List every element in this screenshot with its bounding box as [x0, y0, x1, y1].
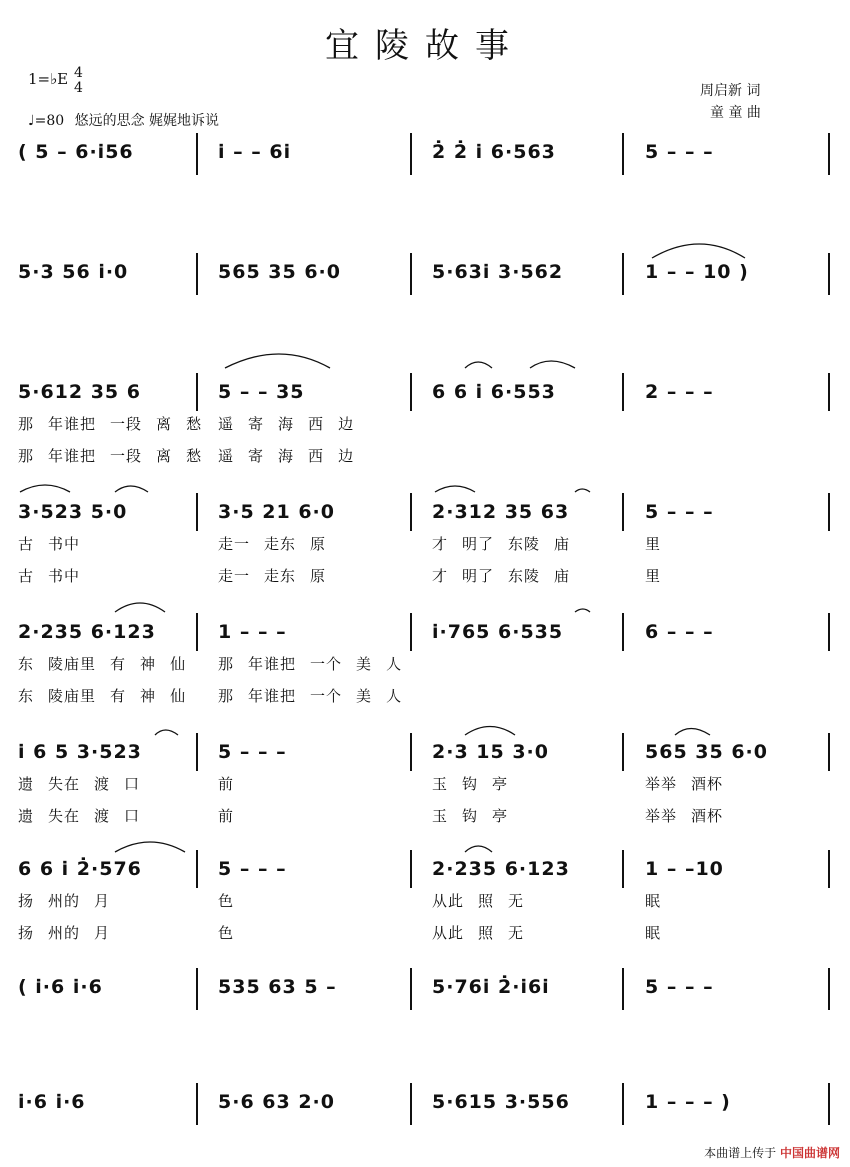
lyric-group — [18, 653, 200, 674]
lyric-word: 眠 — [645, 892, 662, 910]
lyric-word: 渡 — [94, 807, 111, 825]
lyric-group — [18, 890, 124, 911]
lyric-word: 钩 — [462, 775, 479, 793]
lyric-word: 失在 — [48, 807, 81, 825]
lyric-word: 走东 — [264, 535, 297, 553]
lyric-word: 无 — [508, 892, 525, 910]
lyric-word: 年谁把 — [48, 415, 97, 433]
lyric-word: 遥 — [218, 415, 235, 433]
slur — [575, 489, 590, 492]
lyric-group — [218, 565, 340, 586]
lyricist-credit: 周启新 词 — [700, 83, 761, 99]
lyric-group — [18, 922, 124, 943]
lyric-word: 愁 — [186, 415, 203, 433]
tempo-marking: ♩=80 — [28, 113, 65, 129]
lyric-word: 色 — [218, 892, 235, 910]
measure: 6 6 i̇ 6·553 — [432, 381, 556, 403]
lyric-word: 才 — [432, 567, 449, 585]
lyric-word: 无 — [508, 924, 525, 942]
barline — [410, 968, 412, 1010]
lyric-word: 海 — [278, 415, 295, 433]
barline — [622, 968, 624, 1010]
lyric-group — [18, 685, 200, 706]
lyric-word: 酒杯 — [691, 807, 724, 825]
lyric-word: 神 — [140, 655, 157, 673]
lyric-word: 古 — [18, 567, 35, 585]
lyric-word: 遗 — [18, 807, 35, 825]
lyric-word: 举举 — [645, 775, 678, 793]
lyric-word: 口 — [124, 775, 141, 793]
song-title: 宜陵故事 — [325, 26, 525, 66]
slur — [465, 727, 515, 736]
lyric-word: 那 — [18, 415, 35, 433]
lyric-word: 有 — [110, 687, 127, 705]
barline — [828, 253, 830, 295]
lyric-word: 从此 — [432, 892, 465, 910]
lyric-group — [18, 533, 94, 554]
measure: i̇ – – 6i̇ — [218, 141, 292, 163]
lyric-group — [432, 890, 538, 911]
lyric-word: 年谁把 — [248, 655, 297, 673]
lyric-word: 美 — [356, 687, 373, 705]
expression-text: 悠远的思念 娓娓地诉说 — [74, 113, 220, 129]
lyric-word: 前 — [218, 775, 235, 793]
lyric-group — [218, 685, 416, 706]
lyric-word: 寄 — [248, 447, 265, 465]
lyric-group — [645, 805, 737, 826]
barline — [410, 373, 412, 411]
lyric-group — [432, 565, 584, 586]
lyric-word: 扬 — [18, 892, 35, 910]
measure: 2·312 35 63 — [432, 501, 570, 523]
lyric-word: 扬 — [18, 924, 35, 942]
measure: i̇ 6 5 3·523 — [18, 741, 142, 763]
measure: 5·615 3·556 — [432, 1091, 570, 1113]
lyric-word: 口 — [124, 807, 141, 825]
lyric-word: 酒杯 — [691, 775, 724, 793]
slur — [155, 730, 178, 735]
time-signature-bottom: 4 — [74, 80, 83, 96]
measure: 565 35 6·0 — [645, 741, 768, 763]
barline — [410, 253, 412, 295]
measure: 5 – – – — [645, 976, 714, 998]
lyric-word: 一段 — [110, 415, 143, 433]
slur — [115, 603, 165, 612]
barline — [622, 733, 624, 771]
lyric-word: 那 — [218, 687, 235, 705]
lyric-word: 陵庙里 — [48, 655, 97, 673]
lyric-word: 走东 — [264, 567, 297, 585]
lyric-word: 东陵 — [508, 535, 541, 553]
measure: 3·5 21 6·0 — [218, 501, 335, 523]
lyric-group — [218, 922, 248, 943]
lyric-word: 美 — [356, 655, 373, 673]
lyric-group — [432, 773, 522, 794]
lyric-word: 一个 — [310, 687, 343, 705]
footer-site[interactable]: 中国曲谱网 — [779, 1146, 840, 1160]
lyric-word: 书中 — [48, 535, 81, 553]
slur — [115, 486, 148, 492]
lyric-word: 东陵 — [508, 567, 541, 585]
lyric-group — [645, 565, 675, 586]
measure: 6 – – – — [645, 621, 714, 643]
slur — [435, 486, 475, 492]
barline — [828, 1083, 830, 1125]
lyric-group — [218, 890, 248, 911]
lyric-group — [645, 533, 675, 554]
slur — [225, 354, 330, 368]
lyric-word: 海 — [278, 447, 295, 465]
lyric-group — [645, 922, 675, 943]
measure: 5·3 56 i̇·0 — [18, 261, 129, 283]
measure: 565 35 6·0 — [218, 261, 341, 283]
measure: 2 – – – — [645, 381, 714, 403]
measure: i̇·6 i̇·6 — [18, 1091, 86, 1113]
barline — [828, 373, 830, 411]
barline — [622, 253, 624, 295]
lyric-word: 人 — [386, 687, 403, 705]
barline — [622, 493, 624, 531]
lyric-group — [18, 413, 216, 434]
footer-prefix: 本曲谱上传于 — [704, 1146, 777, 1160]
lyric-word: 失在 — [48, 775, 81, 793]
measure: 5·63i̇ 3·562 — [432, 261, 564, 283]
lyric-word: 才 — [432, 535, 449, 553]
lyric-group — [645, 773, 737, 794]
lyric-word: 仙 — [170, 687, 187, 705]
lyric-word: 走一 — [218, 535, 251, 553]
barline — [410, 850, 412, 888]
lyric-word: 陵庙里 — [48, 687, 97, 705]
lyric-word: 庙 — [554, 567, 571, 585]
time-signature-top: 4 — [74, 65, 83, 81]
barline — [196, 253, 198, 295]
barline — [196, 133, 198, 175]
lyric-group — [18, 805, 154, 826]
lyric-group — [18, 773, 154, 794]
slur — [652, 244, 745, 258]
composer-credit: 童 童 曲 — [710, 105, 761, 121]
lyric-word: 照 — [478, 924, 495, 942]
lyric-group — [218, 773, 248, 794]
measure: 5 – – – — [645, 141, 714, 163]
slur — [465, 846, 492, 852]
lyric-word: 神 — [140, 687, 157, 705]
lyric-word: 遗 — [18, 775, 35, 793]
measure: 5·6 63 2·0 — [218, 1091, 335, 1113]
barline — [622, 133, 624, 175]
barline — [622, 1083, 624, 1125]
measure: 2̇ 2̇ i̇ 6·563 — [432, 141, 556, 163]
barline — [622, 373, 624, 411]
lyric-word: 离 — [156, 415, 173, 433]
lyric-word: 钩 — [462, 807, 479, 825]
lyric-word: 仙 — [170, 655, 187, 673]
measure: 1 – – – — [218, 621, 287, 643]
lyric-word: 里 — [645, 535, 662, 553]
barline — [196, 850, 198, 888]
lyric-word: 玉 — [432, 775, 449, 793]
lyric-word: 边 — [338, 415, 355, 433]
barline — [410, 133, 412, 175]
lyric-word: 愁 — [186, 447, 203, 465]
lyric-word: 玉 — [432, 807, 449, 825]
measure: 5·76i̇ 2̇·i̇6i̇ — [432, 976, 550, 998]
time-signature — [74, 66, 83, 96]
slur — [115, 842, 185, 852]
measure: 2·235 6·123 — [18, 621, 156, 643]
barline — [196, 733, 198, 771]
lyric-word: 亭 — [492, 807, 509, 825]
slur — [530, 361, 575, 368]
tempo-line — [28, 110, 219, 130]
lyric-word: 一段 — [110, 447, 143, 465]
lyric-word: 前 — [218, 807, 235, 825]
measure: 1 – –10 — [645, 858, 724, 880]
lyric-word: 举举 — [645, 807, 678, 825]
slur — [20, 485, 70, 492]
measure: 5 – – – — [218, 858, 287, 880]
lyric-word: 原 — [310, 535, 327, 553]
lyric-group — [18, 565, 94, 586]
measure: 1 – – – ) — [645, 1091, 731, 1113]
measure: 5 – – – — [645, 501, 714, 523]
barline — [410, 493, 412, 531]
lyric-word: 年谁把 — [48, 447, 97, 465]
lyric-word: 照 — [478, 892, 495, 910]
lyric-word: 离 — [156, 447, 173, 465]
lyric-word: 亭 — [492, 775, 509, 793]
lyric-word: 书中 — [48, 567, 81, 585]
lyric-group — [218, 653, 416, 674]
lyric-group — [218, 805, 248, 826]
barline — [196, 1083, 198, 1125]
lyric-group — [18, 445, 216, 466]
lyric-word: 西 — [308, 415, 325, 433]
barline — [196, 968, 198, 1010]
lyric-word: 眠 — [645, 924, 662, 942]
barline — [828, 850, 830, 888]
lyric-word: 明了 — [462, 567, 495, 585]
lyric-word: 那 — [218, 655, 235, 673]
barline — [410, 733, 412, 771]
slur — [575, 609, 590, 612]
barline — [196, 373, 198, 411]
lyric-word: 州的 — [48, 924, 81, 942]
lyric-word: 年谁把 — [248, 687, 297, 705]
lyric-word: 走一 — [218, 567, 251, 585]
barline — [622, 850, 624, 888]
measure: 5 – – – — [218, 741, 287, 763]
barline — [622, 613, 624, 651]
barline — [828, 133, 830, 175]
barline — [828, 613, 830, 651]
lyric-group — [218, 413, 368, 434]
lyric-group — [432, 922, 538, 943]
measure: 1 – – 10 ) — [645, 261, 749, 283]
lyric-word: 寄 — [248, 415, 265, 433]
lyric-group — [645, 890, 675, 911]
lyric-word: 明了 — [462, 535, 495, 553]
lyric-word: 东 — [18, 655, 35, 673]
slur — [675, 729, 710, 736]
lyric-word: 东 — [18, 687, 35, 705]
barline — [828, 493, 830, 531]
lyric-group — [218, 445, 368, 466]
lyric-group — [218, 533, 340, 554]
lyric-word: 里 — [645, 567, 662, 585]
lyric-word: 从此 — [432, 924, 465, 942]
measure: 6 6 i̇ 2̇·576 — [18, 858, 142, 880]
barline — [196, 613, 198, 651]
lyric-word: 月 — [94, 892, 111, 910]
lyric-group — [432, 805, 522, 826]
barline — [196, 493, 198, 531]
measure: i̇·765 6·535 — [432, 621, 564, 643]
lyric-word: 州的 — [48, 892, 81, 910]
lyric-word: 古 — [18, 535, 35, 553]
lyric-word: 色 — [218, 924, 235, 942]
measure: 5 – – 35 — [218, 381, 305, 403]
lyric-word: 原 — [310, 567, 327, 585]
barline — [828, 968, 830, 1010]
lyric-word: 人 — [386, 655, 403, 673]
slur — [465, 362, 492, 368]
measure: 3·523 5·0 — [18, 501, 128, 523]
lyric-word: 那 — [18, 447, 35, 465]
lyric-word: 遥 — [218, 447, 235, 465]
lyric-word: 月 — [94, 924, 111, 942]
key-signature: 1=♭E — [28, 70, 69, 88]
footer-credit — [704, 1144, 840, 1161]
barline — [410, 1083, 412, 1125]
measure: 2·235 6·123 — [432, 858, 570, 880]
measure: ( 5 – 6·i̇56 — [18, 141, 134, 163]
measure: 2·3 15 3·0 — [432, 741, 549, 763]
lyric-word: 边 — [338, 447, 355, 465]
barline — [410, 613, 412, 651]
lyric-word: 有 — [110, 655, 127, 673]
lyric-word: 渡 — [94, 775, 111, 793]
measure: 535 63 5 – — [218, 976, 337, 998]
lyric-word: 庙 — [554, 535, 571, 553]
lyric-word: 一个 — [310, 655, 343, 673]
barline — [828, 733, 830, 771]
measure: ( i̇·6 i̇·6 — [18, 976, 103, 998]
measure: 5·612 35 6 — [18, 381, 141, 403]
lyric-word: 西 — [308, 447, 325, 465]
lyric-group — [432, 533, 584, 554]
